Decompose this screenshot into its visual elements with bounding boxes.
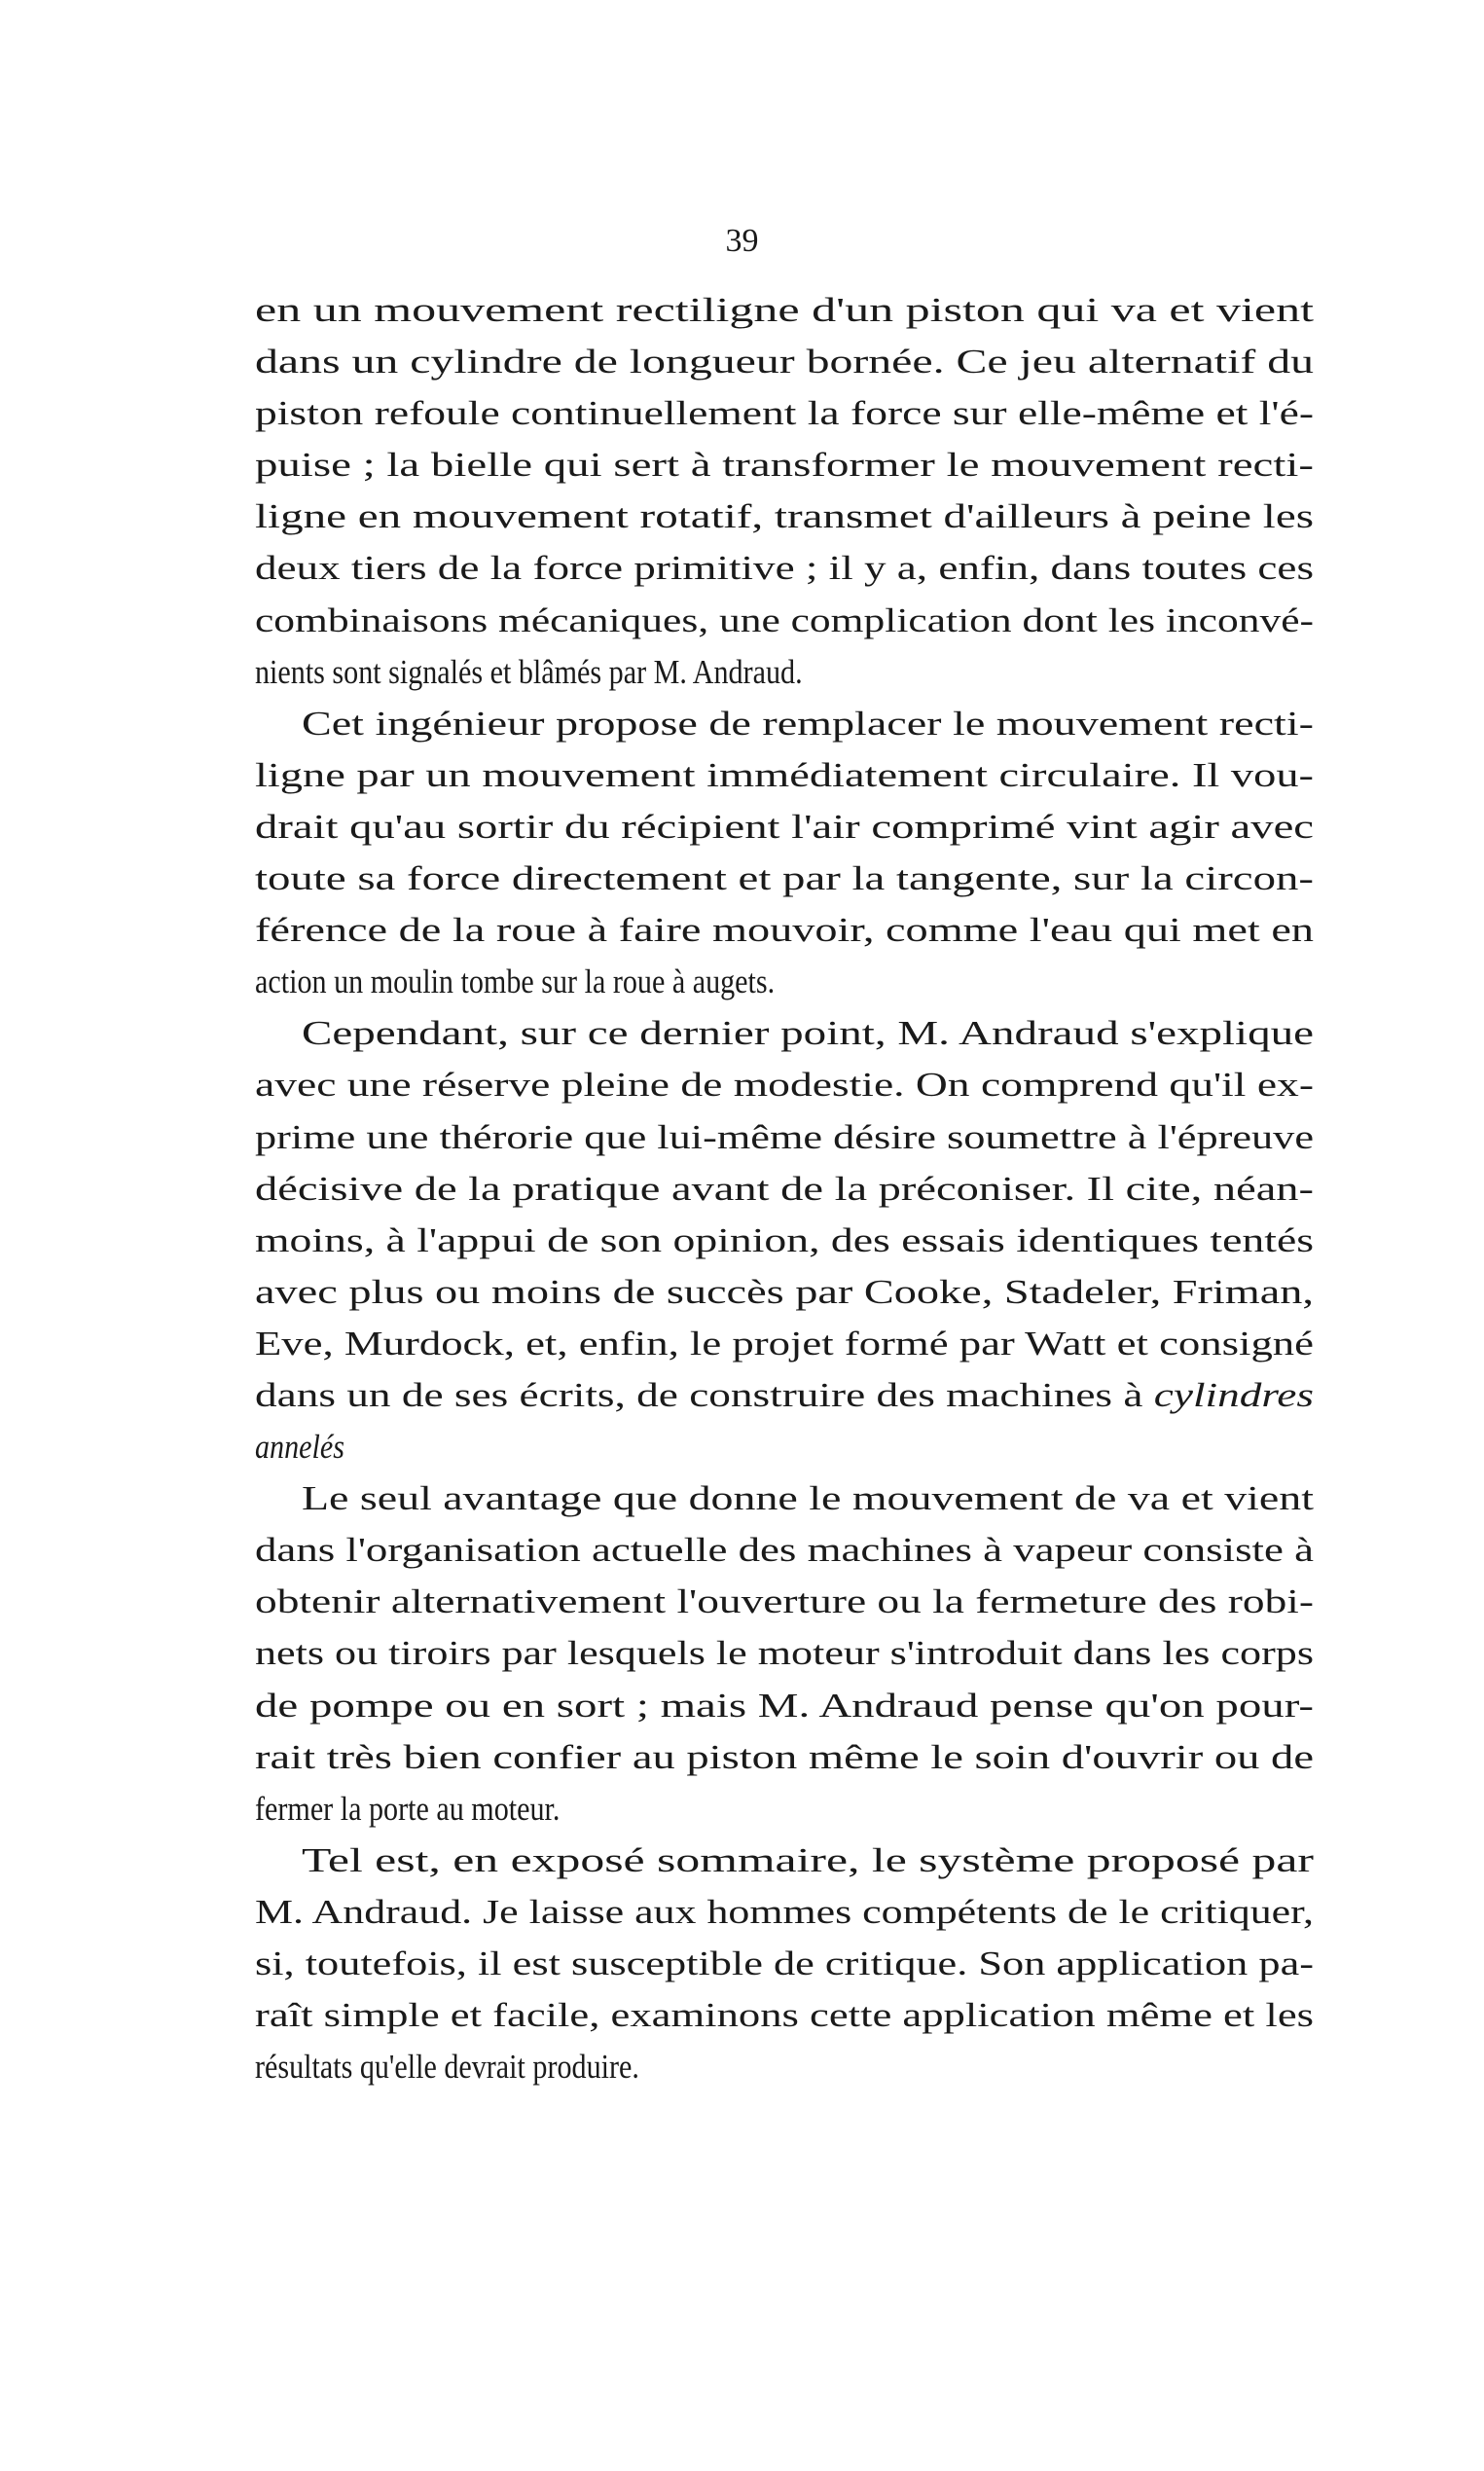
text-line: moins, à l'appui de son opinion, des essais identiques tentés [255, 1220, 1314, 1259]
text-line: Eve, Murdock, et, enfin, le projet formé par Watt et consigné [255, 1324, 1314, 1363]
text-line: rait très bien confier au piston même le soin d'ouvrir ou de [255, 1737, 1314, 1776]
text-line: Cet ingénieur propose de remplacer le mouvement recti- [302, 704, 1314, 743]
text-line: de pompe ou en sort ; mais M. Andraud pense qu'on pour- [255, 1686, 1314, 1725]
text-line: avec plus ou moins de succès par Cooke, Stadeler, Friman, [255, 1272, 1314, 1311]
text-line: annelés [255, 1428, 344, 1467]
text-line: toute sa force directement et par la tangente, sur la circon- [255, 859, 1314, 898]
text-line: prime une thérorie que lui-même désire soumettre à l'épreuve [255, 1117, 1314, 1156]
text-line: en un mouvement rectiligne d'un piston qui va et vient [255, 291, 1314, 329]
text-line: M. Andraud. Je laisse aux hommes compétents de le critiquer, [255, 1892, 1314, 1931]
text-line: Tel est, en exposé sommaire, le système proposé par [302, 1840, 1314, 1879]
text-line: Cependant, sur ce dernier point, M. Andraud s'explique [302, 1014, 1314, 1053]
text-line: fermer la porte au moteur. [255, 1789, 561, 1828]
paragraph [255, 284, 1314, 698]
italic-term: cylindres [1153, 1375, 1314, 1414]
text-line: obtenir alternativement l'ouverture ou la fermeture des robi- [255, 1582, 1314, 1621]
text-line: nets ou tiroirs par lesquels le moteur s'introduit dans les corps [255, 1634, 1314, 1673]
text-line: si, toutefois, il est susceptible de critique. Son application pa- [255, 1944, 1314, 1982]
text-line: raît simple et facile, examinons cette application même et les [255, 1996, 1314, 2035]
text-line: ligne en mouvement rotatif, transmet d'ailleurs à peine les [255, 497, 1314, 536]
paragraph [255, 1835, 1314, 2092]
text-line: drait qu'au sortir du récipient l'air comprimé vint agir avec [255, 807, 1314, 846]
text-line: dans un de ses écrits, de construire des machines à cylindres [255, 1375, 1314, 1414]
text-line: nients sont signalés et blâmés par M. Andraud. [255, 652, 803, 691]
text-line: action un moulin tombe sur la roue à augets. [255, 963, 776, 1001]
body-text [255, 284, 1314, 2092]
text-line: deux tiers de la force primitive ; il y a, enfin, dans toutes ces [255, 549, 1314, 588]
text-line: puise ; la bielle qui sert à transformer le mouvement recti- [255, 446, 1314, 485]
text-line: dans l'organisation actuelle des machines à vapeur consiste à [255, 1531, 1314, 1570]
text-line: combinaisons mécaniques, une complication dont les inconvé- [255, 600, 1314, 639]
text-line: dans un cylindre de longueur bornée. Ce jeu alternatif du [255, 343, 1314, 382]
paragraph [255, 1472, 1314, 1835]
text-line: décisive de la pratique avant de la préconiser. Il cite, néan- [255, 1169, 1314, 1208]
text-line: résultats qu'elle devrait produire. [255, 2048, 639, 2087]
text-line: ligne par un mouvement immédiatement circulaire. Il vou- [255, 755, 1314, 794]
text-line: piston refoule continuellement la force sur elle-même et l'é- [255, 394, 1314, 433]
paragraph [255, 698, 1314, 1008]
text-line: avec une réserve pleine de modestie. On comprend qu'il ex- [255, 1066, 1314, 1105]
page-number: 39 [725, 223, 759, 259]
text-line: Le seul avantage que donne le mouvement de va et vient [302, 1479, 1314, 1518]
text-line: férence de la roue à faire mouvoir, comme l'eau qui met en [255, 911, 1314, 950]
paragraph [255, 1007, 1314, 1472]
